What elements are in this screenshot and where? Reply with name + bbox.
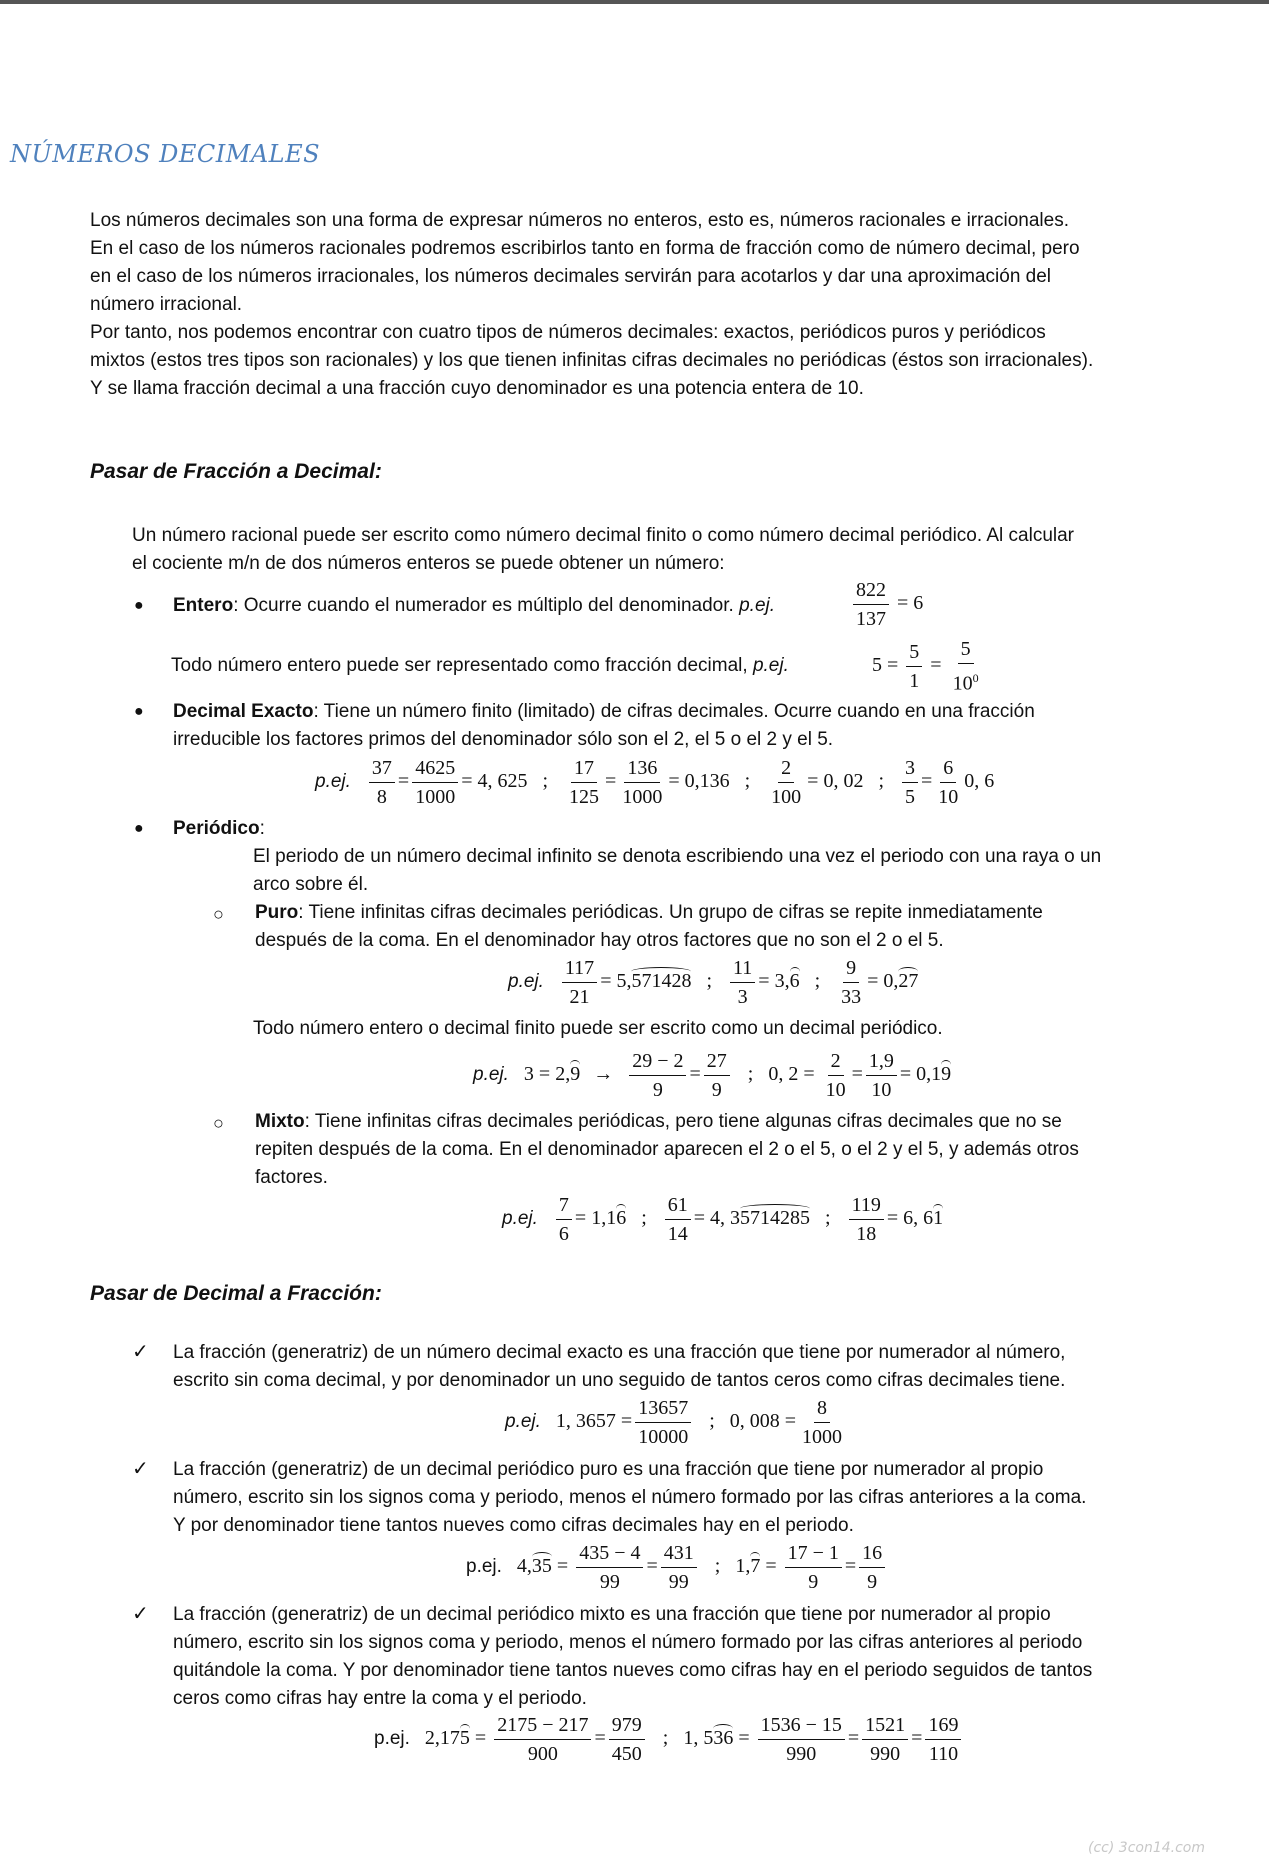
entero-example: $\frac{822}{137}$ = 6 [850, 578, 923, 631]
entero-note: Todo número entero puede ser representado como fracción decimal, p.ej. [171, 655, 789, 676]
generatriz-exacto-example: p.ej. 1, 3657 = $\frac{13657}{10000}$ ; 0, 008 = $\frac{8}{1000}$ [505, 1397, 843, 1448]
intro-line: en el caso de los números irracionales, los números decimales servirán para acotarlos y dar una aproximación del [90, 266, 1052, 287]
intro-line: número irracional. [90, 294, 243, 315]
exacto-item: Decimal Exacto: Tiene un número finito (limitado) de cifras decimales. Ocurre cuando en una fracción irreducible los factores primos del denominador sólo son el 2, el 5 o el 2 y el 5. [173, 701, 1035, 750]
section1-intro-line: el cociente m/n de dos números enteros se puede obtener un número: [132, 553, 725, 574]
generatriz-puro-example: p.ej. 4,35 = $\frac{435 - 4}{99}$ = $\frac{431}{99}$ ; 1,7 = $\frac{17 - 1}{9}$ = $\frac{16}{9}$ [466, 1541, 888, 1594]
exacto-term: Decimal Exacto [173, 701, 314, 722]
entero-text: : Ocurre cuando el numerador es múltiplo del denominador. [233, 595, 740, 616]
section-heading-fraction-to-decimal: Pasar de Fracción a Decimal: [90, 460, 382, 483]
bullet-icon: ● [134, 820, 144, 837]
bullet-icon: ● [134, 597, 144, 614]
puro-term: Puro [255, 902, 299, 923]
generatriz-mixto: La fracción (generatriz) de un decimal periódico mixto es una fracción que tiene por numerador al propio número, escrito sin los signos coma y periodo, menos el número formado por las cifras anteriores al periodo quitándole la coma. Y por denominador tiene tantos nueves como cifras hay en el periodo seguidos de tantos ceros como cifras hay entre la coma y el periodo. [173, 1604, 1093, 1709]
intro-line: Por tanto, nos podemos encontrar con cuatro tipos de números decimales: exactos, periódicos puros y periódicos [90, 322, 1046, 343]
bullet-icon: ● [134, 703, 144, 720]
checkmark-icon: ✓ [132, 1603, 149, 1625]
entero-item [173, 592, 775, 620]
puro-examples: p.ej. $\frac{117}{21}$ = 5,571428 ; $\frac{11}{3}$ = 3,6 ; $\frac{9}{33}$ = 0,27 [508, 957, 919, 1008]
intro-line: Y se llama fracción decimal a una fracción cuyo denominador es una potencia entera de 10. [90, 378, 864, 399]
footer-credit: (cc) 3con14.com [1088, 1840, 1205, 1856]
fraction: $\frac{5}{10^0}$ [952, 638, 979, 695]
section1-intro [132, 522, 1212, 578]
intro-line: mixtos (estos tres tipos son racionales) y los que tienen infinitas cifras decimales no periódicas (éstos son irracionales). [90, 350, 1094, 371]
exacto-examples: p.ej. $\frac{37}{8}$ = $\frac{4625}{1000}$ = 4, 625 ; $\frac{17}{125}$ = $\frac{136}{1000}$ = 0,136 ; $\frac{2}{100}$ = 0, 02 ; $\frac{3}{5}$ = $\frac{6}{10}$ 0, 6 [315, 757, 995, 808]
section-heading-decimal-to-fraction: Pasar de Decimal a Fracción: [90, 1282, 382, 1305]
periodico-item: Periódico: [173, 818, 265, 839]
fraction: $\frac{5}{1}$ [906, 640, 922, 693]
puro-note-example: p.ej. 3 = 2,9 → $\frac{29 - 2}{9}$ = $\frac{27}{9}$ ; 0, 2 = $\frac{2}{10}$ = $\frac{1,9}{10}$ = 0,19 [473, 1050, 952, 1101]
entero-pej: p.ej. [739, 595, 776, 616]
fraction: $\frac{822}{137}$ [853, 578, 889, 631]
section1-intro-line: Un número racional puede ser escrito como número decimal finito o como número decimal periódico. Al calcular [132, 525, 1075, 546]
puro-note: Todo número entero o decimal finito puede ser escrito como un decimal periódico. [253, 1018, 943, 1039]
checkmark-icon: ✓ [132, 1341, 149, 1363]
periodico-desc: El periodo de un número decimal infinito se denota escribiendo una vez el periodo con una raya o un arco sobre él. [253, 846, 1102, 895]
entero-term: Entero [173, 595, 234, 616]
circle-bullet-icon: ○ [213, 904, 224, 924]
periodico-term: Periódico [173, 818, 260, 839]
mixto-term: Mixto [255, 1111, 305, 1132]
generatriz-exacto: La fracción (generatriz) de un número decimal exacto es una fracción que tiene por numerador al número, escrito sin coma decimal, y por denominador un uno seguido de tantos ceros como cifras decimales tiene. [173, 1342, 1066, 1391]
page-title: NÚMEROS DECIMALES [10, 140, 321, 168]
circle-bullet-icon: ○ [213, 1113, 224, 1133]
intro-line: Los números decimales son una forma de expresar números no enteros, esto es, números racionales e irracionales. [90, 210, 1070, 231]
generatriz-puro: La fracción (generatriz) de un decimal periódico puro es una fracción que tiene por numerador al propio número, escrito sin los signos coma y periodo, menos el número formado por las cifras anteriores a la coma. Y por denominador tiene tantos nueves como cifras decimales hay en el periodo. [173, 1459, 1087, 1536]
mixto-item: Mixto: Tiene infinitas cifras decimales periódicas, pero tiene algunas cifras decimales que no se repiten después de la coma. En el denominador aparecen el 2 o el 5, o el 2 y el 5, y además otros factores. [255, 1111, 1079, 1188]
puro-item: Puro: Tiene infinitas cifras decimales periódicas. Un grupo de cifras se repite inmediatamente después de la coma. En el denominador hay otros factores que no son el 2 o el 5. [255, 902, 1043, 951]
intro-paragraph [90, 207, 1210, 403]
intro-line: En el caso de los números racionales podremos escribirlos tanto en forma de fracción como de número decimal, pero [90, 238, 1080, 259]
entero-note-example: 5 = $\frac{5}{1}$ = $\frac{5}{10^0}$ [872, 637, 985, 696]
generatriz-mixto-example: p.ej. 2,175 = $\frac{2175 - 217}{900}$ = $\frac{979}{450}$ ; 1, 536 = $\frac{1536 - 15}{990}$ = $\frac{1521}{990}$ = $\frac{169}{110}$ [374, 1713, 964, 1766]
mixto-examples: p.ej. $\frac{7}{6}$ = 1,16 ; $\frac{61}{14}$ = 4, 35714285 ; $\frac{119}{18}$ = 6, 61 [502, 1194, 944, 1245]
checkmark-icon: ✓ [132, 1458, 149, 1480]
top-border [0, 0, 1269, 4]
